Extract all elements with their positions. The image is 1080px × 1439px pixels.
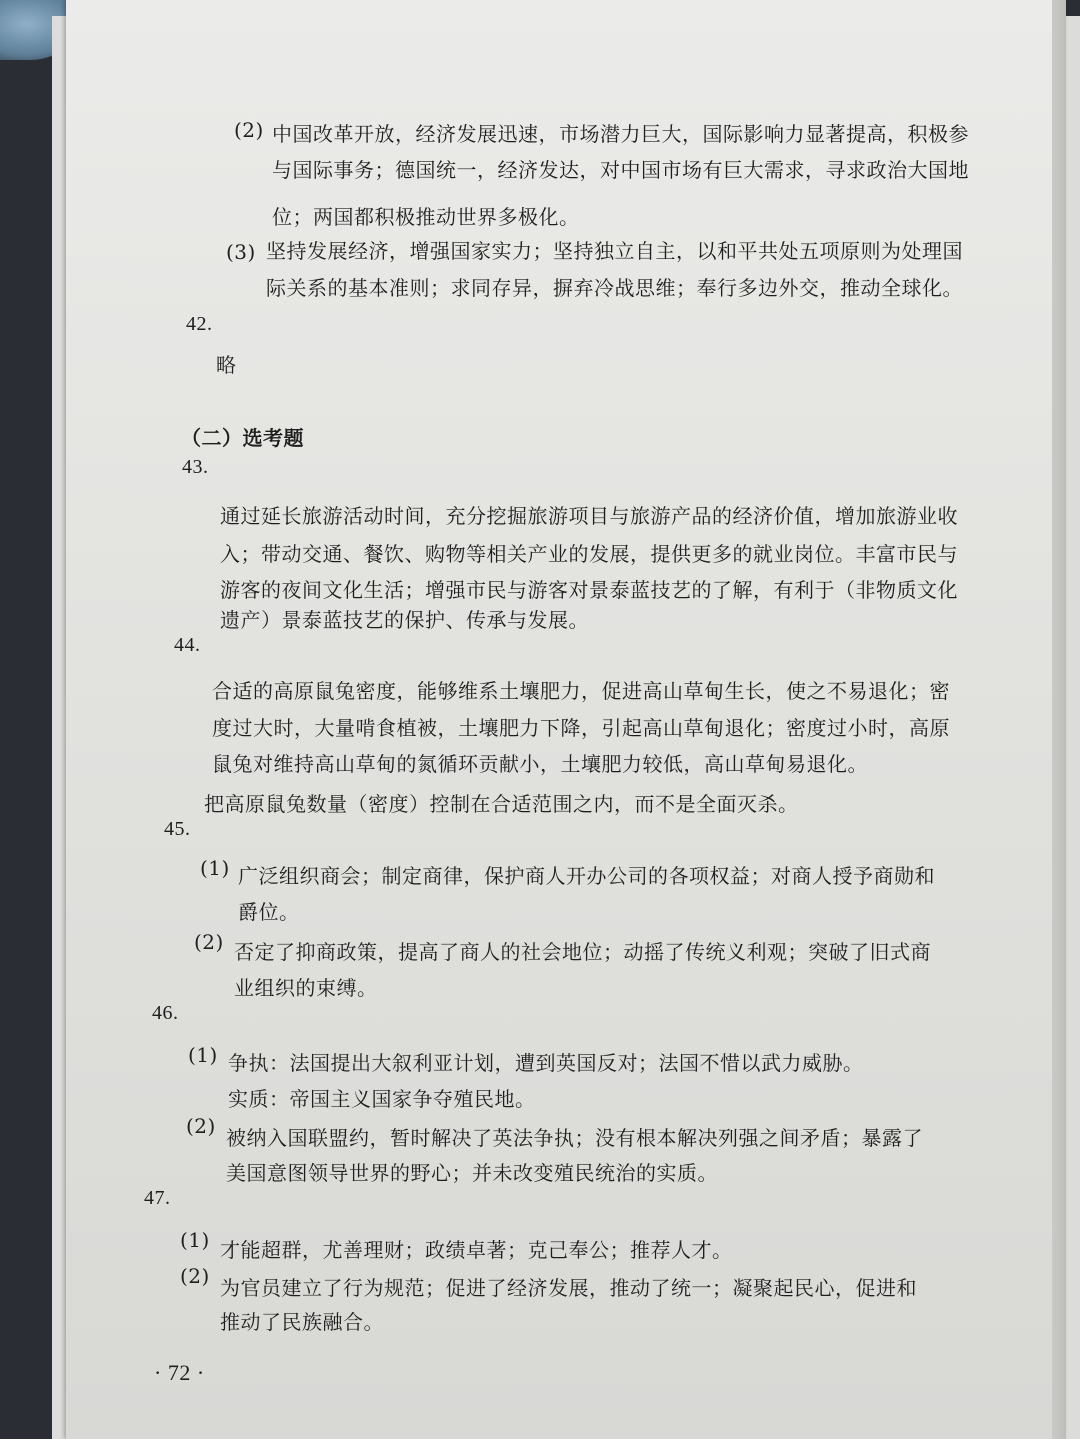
item-label: (2)	[180, 1264, 210, 1288]
answer-line: 被纳入国联盟约，暂时解决了英法争执；没有根本解决列强之间矛盾；暴露了	[226, 1126, 923, 1150]
answer-line: 实质：帝国主义国家争夺殖民地。	[228, 1087, 536, 1111]
answer-line: 爵位。	[238, 900, 300, 924]
answer-line: 度过大时，大量啃食植被，土壤肥力下降，引起高山草甸退化；密度过小时，高原	[212, 716, 950, 740]
question-number: 45.	[164, 818, 191, 840]
answer-line: 广泛组织商会；制定商律，保护商人开办公司的各项权益；对商人授予商勋和	[238, 864, 935, 888]
answer-line: 遗产）景泰蓝技艺的保护、传承与发展。	[220, 608, 589, 632]
item-label: (1)	[188, 1043, 218, 1067]
item-label: (2)	[234, 118, 264, 142]
answer-line: 业组织的束缚。	[234, 976, 378, 1000]
answer-line: 略	[216, 353, 237, 377]
answer-line: 坚持发展经济，增强国家实力；坚持独立自主，以和平共处五项原则为处理国	[266, 239, 963, 263]
answer-line: 际关系的基本准则；求同存异，摒弃冷战思维；奉行多边外交，推动全球化。	[266, 276, 963, 300]
question-number: 44.	[174, 634, 201, 656]
answer-line: 合适的高原鼠兔密度，能够维系土壤肥力，促进高山草甸生长，使之不易退化；密	[212, 679, 950, 703]
question-number: 42.	[186, 313, 213, 335]
answer-line: 入；带动交通、餐饮、购物等相关产业的发展，提供更多的就业岗位。丰富市民与	[220, 542, 958, 566]
answer-line: 游客的夜间文化生活；增强市民与游客对景泰蓝技艺的了解，有利于（非物质文化	[220, 578, 958, 602]
item-label: (2)	[186, 1114, 216, 1138]
answer-line: 位；两国都积极推动世界多极化。	[272, 205, 580, 229]
document-page	[66, 0, 1066, 1439]
page-content	[66, 0, 1066, 1439]
question-number: 46.	[152, 1002, 179, 1024]
answer-line: 与国际事务；德国统一，经济发达，对中国市场有巨大需求，寻求政治大国地	[272, 158, 969, 182]
answer-line: 把高原鼠兔数量（密度）控制在合适范围之内，而不是全面灭杀。	[204, 792, 799, 816]
answer-line: 为官员建立了行为规范；促进了经济发展，推动了统一；凝聚起民心，促进和	[220, 1276, 917, 1300]
answer-line: 美国意图领导世界的野心；并未改变殖民统治的实质。	[226, 1161, 718, 1185]
question-number: 47.	[144, 1187, 171, 1209]
answer-line: 推动了民族融合。	[220, 1310, 384, 1334]
answer-line: 通过延长旅游活动时间，充分挖掘旅游项目与旅游产品的经济价值，增加旅游业收	[220, 504, 958, 528]
item-label: (1)	[180, 1228, 210, 1252]
answer-line: 否定了抑商政策，提高了商人的社会地位；动摇了传统义利观；突破了旧式商	[234, 940, 931, 964]
item-label: (1)	[200, 856, 230, 880]
item-label: (2)	[194, 930, 224, 954]
answer-line: 鼠兔对维持高山草甸的氮循环贡献小，土壤肥力较低，高山草甸易退化。	[212, 752, 868, 776]
answer-line: 才能超群，尤善理财；政绩卓著；克己奉公；推荐人才。	[220, 1238, 733, 1262]
answer-line: 中国改革开放，经济发展迅速，市场潜力巨大，国际影响力显著提高，积极参	[272, 122, 969, 146]
page-number: · 72 ·	[154, 1360, 205, 1385]
answer-line: 争执：法国提出大叙利亚计划，遭到英国反对；法国不惜以武力威胁。	[228, 1051, 864, 1075]
section-title: （二）选考题	[181, 426, 304, 450]
question-number: 43.	[182, 456, 209, 478]
item-label: (3)	[226, 240, 256, 264]
